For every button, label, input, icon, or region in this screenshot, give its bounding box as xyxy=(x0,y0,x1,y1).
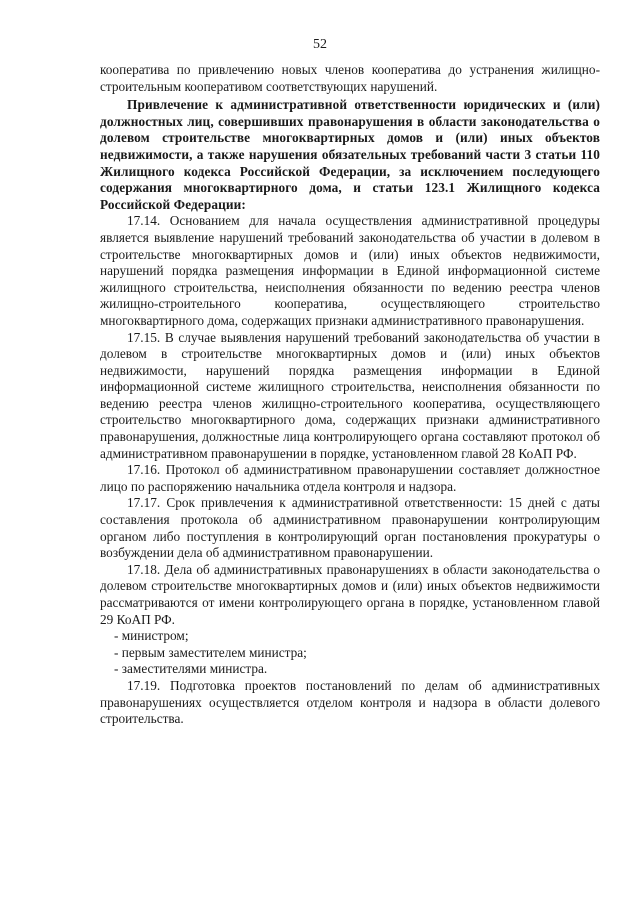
list-item-deputies: - заместителями министра. xyxy=(114,661,268,677)
list-item-minister: - министром; xyxy=(114,628,189,644)
page-number: 52 xyxy=(313,37,327,52)
paragraph-17-19: 17.19. Подготовка проектов постановлений по делам об административных правонарушениях осуществляется отделом контроля и надзора в области долевого строительства. xyxy=(100,677,600,727)
paragraph-17-15: 17.15. В случае выявления нарушений требований законодательства об участии в долевом в строительстве многоквартирных домов и (или) иных объектов недвижимости, нарушений порядка размещения информации в Единой информационной системе жилищного строительства, неисполнения обязанности по ведению реестра членов жилищно-строительного кооператива, осуществляющего строительство многоквартирного дома, содержащих признаки административного правонарушения, должностные лица контролирующего органа составляют протокол об административном правонарушении в порядке, установленном главой 28 КоАП РФ. xyxy=(100,329,600,461)
paragraph-17-16: 17.16. Протокол об административном правонарушении составляет должностное лицо по распоряжению начальника отдела контроля и надзора. xyxy=(100,462,600,494)
paragraph-intro: кооператива по привлечению новых членов кооператива до устранения жилищно-строительным кооперативом соответствующих нарушений. xyxy=(100,62,600,94)
paragraph-17-18: 17.18. Дела об административных правонарушениях в области законодательства о долевом строительстве многоквартирных домов и (или) иных объектов недвижимости рассматриваются от имени контролирующего органа в порядке, установленном главой 29 КоАП РФ. xyxy=(100,561,600,627)
paragraph-17-14: 17.14. Основанием для начала осуществления административной процедуры является выявление нарушений требований законодательства об участии в долевом в строительстве многоквартирных домов и (или) иных объектов недвижимости, нарушений порядка размещения информации в Единой информационной системе жилищного строительства, неисполнения обязанности по ведению реестра членов жилищно-строительного кооператива, осуществляющего строительство многоквартирного дома, содержащих признаки административного правонарушения. xyxy=(100,213,600,328)
list-item-first-deputy: - первым заместителем министра; xyxy=(114,644,307,660)
paragraph-17-17: 17.17. Срок привлечения к административной ответственности: 15 дней с даты составления протокола об административном правонарушении контролирующим органом либо поступления в контролирующий орган постановления прокуратуры о возбуждении дела об административном правонарушении. xyxy=(100,495,600,561)
document-body xyxy=(100,62,600,728)
section-heading: Привлечение к административной ответственности юридических и (или) должностных лиц, совершивших правонарушения в области законодательства о долевом строительстве многоквартирных домов и (или) иных объектов недвижимости, а также нарушения обязательных требований части 3 статьи 110 Жилищного кодекса Российской Федерации, за исключением последующего содержания многоквартирного дома, и статьи 123.1 Жилищного кодекса Российской Федерации: xyxy=(100,97,600,212)
